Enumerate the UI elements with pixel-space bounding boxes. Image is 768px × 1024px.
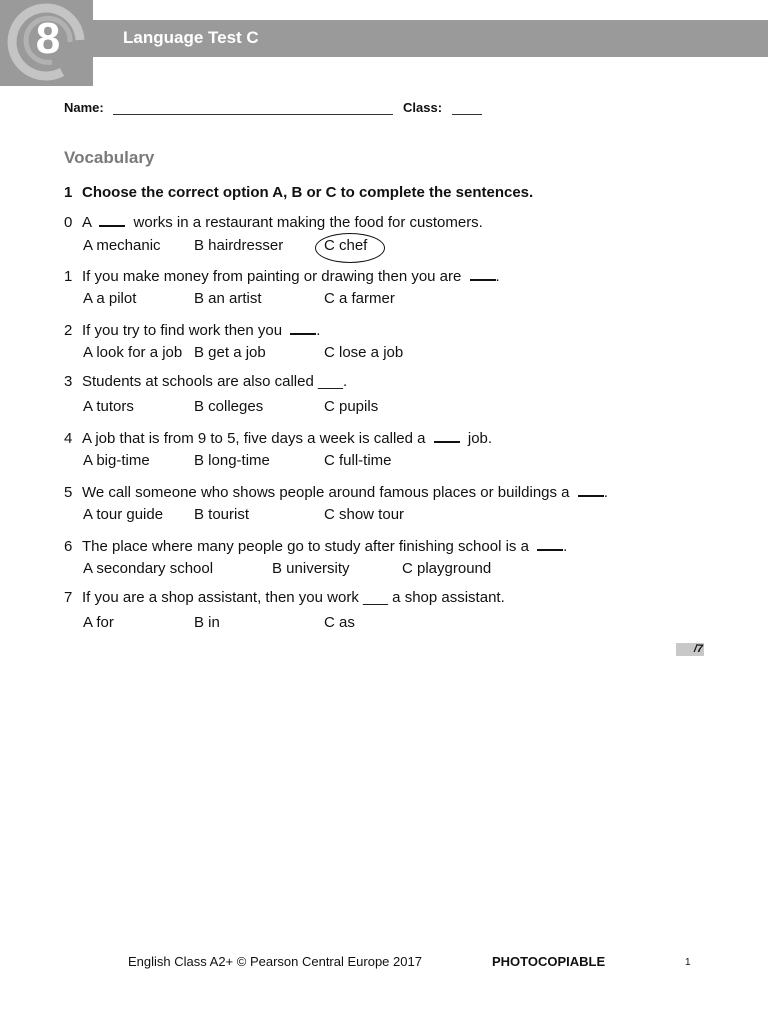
answer-blank (290, 319, 316, 335)
option-c[interactable]: C chef (324, 237, 368, 254)
class-label: Class: (403, 100, 443, 115)
section-title: Vocabulary (64, 148, 155, 167)
option-a[interactable]: A look for a job (83, 344, 183, 361)
answer-blank (537, 535, 563, 551)
option-a[interactable]: A tutors (83, 398, 134, 415)
name-field[interactable] (113, 102, 393, 115)
option-a[interactable]: A secondary school (83, 560, 214, 577)
option-a[interactable]: A for (83, 614, 114, 631)
footer-photocopiable: PHOTOCOPIABLE (492, 954, 606, 969)
option-b[interactable]: B hairdresser (194, 237, 284, 254)
unit-badge (0, 0, 93, 86)
option-a[interactable]: A big-time (83, 452, 150, 469)
footer-copyright: English Class A2+ © Pearson Central Europe 2017 (128, 954, 422, 969)
question-5: 5 We call someone who shows people around famous places or buildings a . (64, 481, 608, 501)
title-bar (93, 20, 768, 57)
option-c[interactable]: C full-time (324, 452, 392, 469)
answer-blank (434, 427, 460, 443)
option-b[interactable]: B get a job (194, 344, 266, 361)
question-3: 3 Students at schools are also called ___. (64, 373, 348, 390)
option-c[interactable]: C lose a job (324, 344, 404, 361)
option-b[interactable]: B tourist (194, 506, 250, 523)
question-1: 1 If you make money from painting or drawing then you are . (64, 265, 500, 285)
answer-blank (99, 211, 125, 227)
option-b[interactable]: B in (194, 614, 220, 631)
option-b[interactable]: B long-time (194, 452, 270, 469)
option-b[interactable]: B an artist (194, 290, 262, 307)
option-c[interactable]: C show tour (324, 506, 405, 523)
page-title: Language Test C (123, 28, 259, 47)
unit-number: 8 (35, 14, 61, 63)
exercise-instruction (64, 184, 533, 201)
option-a[interactable]: A a pilot (83, 290, 137, 307)
page-number: 1 (685, 957, 691, 968)
question-4: 4 A job that is from 9 to 5, five days a week is called a job. (64, 427, 492, 447)
option-b[interactable]: B colleges (194, 398, 264, 415)
option-a[interactable]: A tour guide (83, 506, 164, 523)
answer-blank (578, 481, 604, 497)
option-c[interactable]: C as (324, 614, 355, 631)
instruction-text: Choose the correct option A, B or C to complete the sentences. (82, 184, 534, 201)
name-label: Name: (64, 100, 104, 115)
exercise-number: 1 (64, 184, 73, 201)
name-class-row (64, 100, 482, 115)
answer-blank (470, 265, 496, 281)
question-6: 6 The place where many people go to study after finishing school is a . (64, 535, 567, 555)
score-box: /7 (676, 643, 704, 656)
option-c[interactable]: C a farmer (324, 290, 395, 307)
option-c[interactable]: C playground (402, 560, 492, 577)
option-c[interactable]: C pupils (324, 398, 379, 415)
question-7: 7 If you are a shop assistant, then you work ___ a shop assistant. (64, 589, 505, 606)
class-field[interactable] (452, 102, 482, 115)
example-answer-circle (315, 233, 385, 263)
option-a[interactable]: A mechanic (83, 237, 161, 254)
option-b[interactable]: B university (272, 560, 350, 577)
question-0: 0 A works in a restaurant making the food for customers. (64, 211, 483, 231)
question-2: 2 If you try to find work then you . (64, 319, 320, 339)
